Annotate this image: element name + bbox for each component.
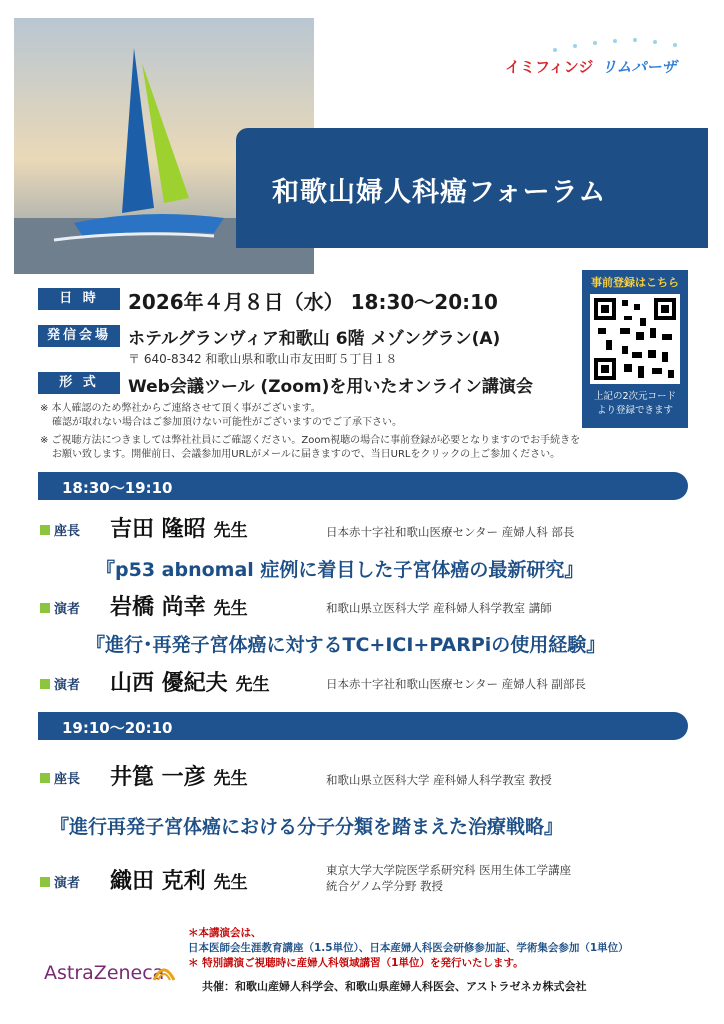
session2-speaker-role: 演者 — [40, 872, 80, 891]
brand-lynparza: リムパーザ — [601, 58, 677, 76]
brand-imfinzi: イミフィンジ — [505, 58, 594, 76]
qr-heading: 事前登録はこちら — [591, 276, 679, 289]
session2-chair-affiliation: 和歌山県立医科大学 産科婦人科学教室 教授 — [326, 773, 552, 787]
session2-chair-role: 座長 — [40, 768, 80, 787]
co-host-line: 共催：和歌山産婦人科学会、和歌山県産婦人科医会、アストラゼネカ株式会社 — [202, 980, 587, 993]
session1-speaker2-affiliation: 日本赤十字社和歌山医療センター 産婦人科 副部長 — [326, 677, 586, 691]
bullet-square-icon — [40, 679, 50, 689]
session1-speaker2-role: 演者 — [40, 674, 80, 693]
session1-chair-affiliation: 日本赤十字社和歌山医療センター 産婦人科 部長 — [326, 525, 575, 539]
bullet-square-icon — [40, 877, 50, 887]
note-line: お願い致します。開催前日、会議参加用URLがメールに届きますので、当日URLをクリックの上ご参加ください。 — [52, 449, 561, 460]
venue-address: 〒 640-8342 和歌山県和歌山市友田町５丁目１８ — [128, 352, 398, 366]
venue-label: 発信会場 — [38, 325, 120, 347]
bullet-square-icon — [40, 603, 50, 613]
qr-code-icon[interactable] — [590, 294, 680, 384]
session1-chair-name: 吉田 隆昭 先生 — [110, 517, 248, 542]
date-label: 日 時 — [38, 288, 120, 310]
session1-chair-role: 座長 — [40, 520, 80, 539]
format-label: 形 式 — [38, 372, 120, 394]
session1-speaker1-affiliation: 和歌山県立医科大学 産科婦人科学教室 講師 — [326, 601, 552, 615]
qr-registration[interactable] — [582, 270, 688, 428]
session1-time: 18:30～19:10 — [62, 479, 173, 497]
note-line: ※ 本人確認のため弊社からご連絡させて頂く事がございます。 — [40, 403, 321, 414]
session1-speaker2-name: 山西 優紀夫 先生 — [110, 671, 270, 696]
session1-talk1-title: 『p53 abnomal 症例に着目した子宮体癌の最新研究』 — [96, 559, 584, 581]
bullet-square-icon — [40, 525, 50, 535]
session1-talk2-title: 『進行･再発子宮体癌に対するTC+ICI+PARPiの使用経験』 — [86, 634, 606, 656]
qr-caption: 上記の2次元コード より登録できます — [593, 391, 677, 416]
page-title: 和歌山婦人科癌フォーラム — [272, 177, 607, 208]
brand-logos — [505, 56, 676, 77]
brand-dots-icon — [545, 36, 705, 56]
note-line: 確認が取れない場合はご参加頂けない可能性がございますのでご了承下さい。 — [52, 417, 402, 428]
session2-speaker-affiliation: 東京大学大学院医学系研究科 医用生体工学講座 統合ゲノム学分野 教授 — [326, 863, 572, 893]
session2-speaker-name: 織田 克利 先生 — [110, 869, 248, 894]
astrazeneca-mark-icon — [150, 958, 178, 986]
session1-speaker1-name: 岩橋 尚幸 先生 — [110, 595, 248, 620]
bullet-square-icon — [40, 773, 50, 783]
session1-speaker1-role: 演者 — [40, 598, 80, 617]
session2-chair-name: 井箟 一彦 先生 — [110, 765, 248, 790]
venue-value: ホテルグランヴィア和歌山 6階 メゾングラン(A) — [128, 329, 501, 349]
astrazeneca-logo: AstraZeneca — [44, 962, 165, 984]
date-value: 2026年４月８日（水） 18:30～20:10 — [128, 290, 498, 314]
session2-talk-title: 『進行再発子宮体癌における分子分類を踏まえた治療戦略』 — [50, 816, 564, 838]
format-value: Web会議ツール (Zoom)を用いたオンライン講演会 — [128, 377, 533, 397]
credit-notes: ＊本講演会は、 日本医師会生涯教育講座（1.5単位）、日本産婦人科医会研修参加証、学術集会参加（1単位） ＊ 特別講演ご視聴時に産婦人科領域講習（1単位）を発行いたします。 — [188, 927, 629, 969]
session2-time: 19:10～20:10 — [62, 719, 173, 737]
note-line: ※ ご視聴方法につきましては弊社社員にご確認ください。Zoom視聴の場合に事前登録が必要となりますのでお手続きを — [40, 435, 581, 446]
